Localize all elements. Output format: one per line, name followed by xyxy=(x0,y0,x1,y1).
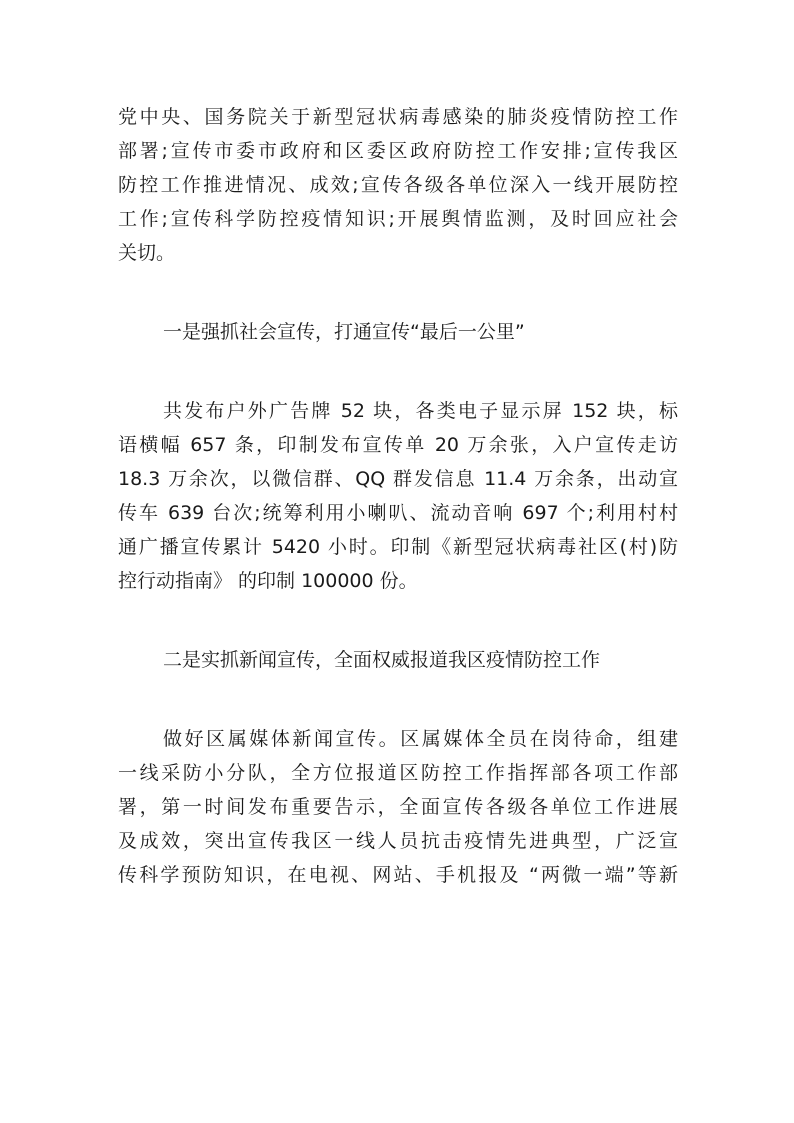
paragraph-3-line-5: 传科学预防知识，在电视、网站、手机报及 “两微一端”等新 xyxy=(118,864,678,886)
paragraph-2-line-1: 共发布户外广告牌 52 块，各类电子显示屏 152 块，标 xyxy=(163,400,678,422)
paragraph-1-line-1: 党中央、国务院关于新型冠状病毒感染的肺炎疫情防控工作 xyxy=(118,106,678,128)
paragraph-1-line-2: 部署;宣传市委市政府和区委区政府防控工作安排;宣传我区 xyxy=(118,140,678,162)
paragraph-2 xyxy=(118,394,678,598)
document-body xyxy=(118,100,678,892)
section-heading-2 xyxy=(118,643,678,677)
paragraph-1-line-3: 防控工作推进情况、成效;宣传各级各单位深入一线开展防控 xyxy=(118,174,678,196)
section-heading-2-text: 二是实抓新闻宣传，全面权威报道我区疫情防控工作 xyxy=(163,649,601,671)
paragraph-3-line-1: 做好区属媒体新闻宣传。区属媒体全员在岗待命，组建 xyxy=(163,728,678,750)
paragraph-1 xyxy=(118,100,678,270)
paragraph-2-line-4: 传车 639 台次;统筹利用小喇叭、流动音响 697 个;利用村村 xyxy=(118,502,678,524)
paragraph-2-line-6: 控行动指南》 的印制 100000 份。 xyxy=(118,570,418,592)
paragraph-3-line-3: 署，第一时间发布重要告示，全面宣传各级各单位工作进展 xyxy=(118,796,678,818)
section-gap xyxy=(118,349,678,394)
paragraph-1-line-5: 关切。 xyxy=(118,242,176,264)
paragraph-2-line-2: 语横幅 657 条，印制发布宣传单 20 万余张，入户宣传走访 xyxy=(118,434,678,456)
paragraph-2-line-3: 18.3 万余次，以微信群、QQ 群发信息 11.4 万余条，出动宣 xyxy=(118,468,678,490)
paragraph-1-line-4: 工作;宣传科学防控疫情知识;开展舆情监测，及时回应社会 xyxy=(118,208,678,230)
section-gap xyxy=(118,270,678,315)
section-heading-1 xyxy=(118,315,678,349)
paragraph-3-line-4: 及成效，突出宣传我区一线人员抗击疫情先进典型，广泛宣 xyxy=(118,830,678,852)
section-heading-1-text: 一是强抓社会宣传，打通宣传“最后一公里” xyxy=(163,321,525,343)
section-gap xyxy=(118,598,678,643)
section-gap xyxy=(118,677,678,722)
paragraph-3 xyxy=(118,722,678,892)
paragraph-2-line-5: 通广播宣传累计 5420 小时。印制《新型冠状病毒社区(村)防 xyxy=(118,536,678,558)
paragraph-3-line-2: 一线采防小分队，全方位报道区防控工作指挥部各项工作部 xyxy=(118,762,678,784)
